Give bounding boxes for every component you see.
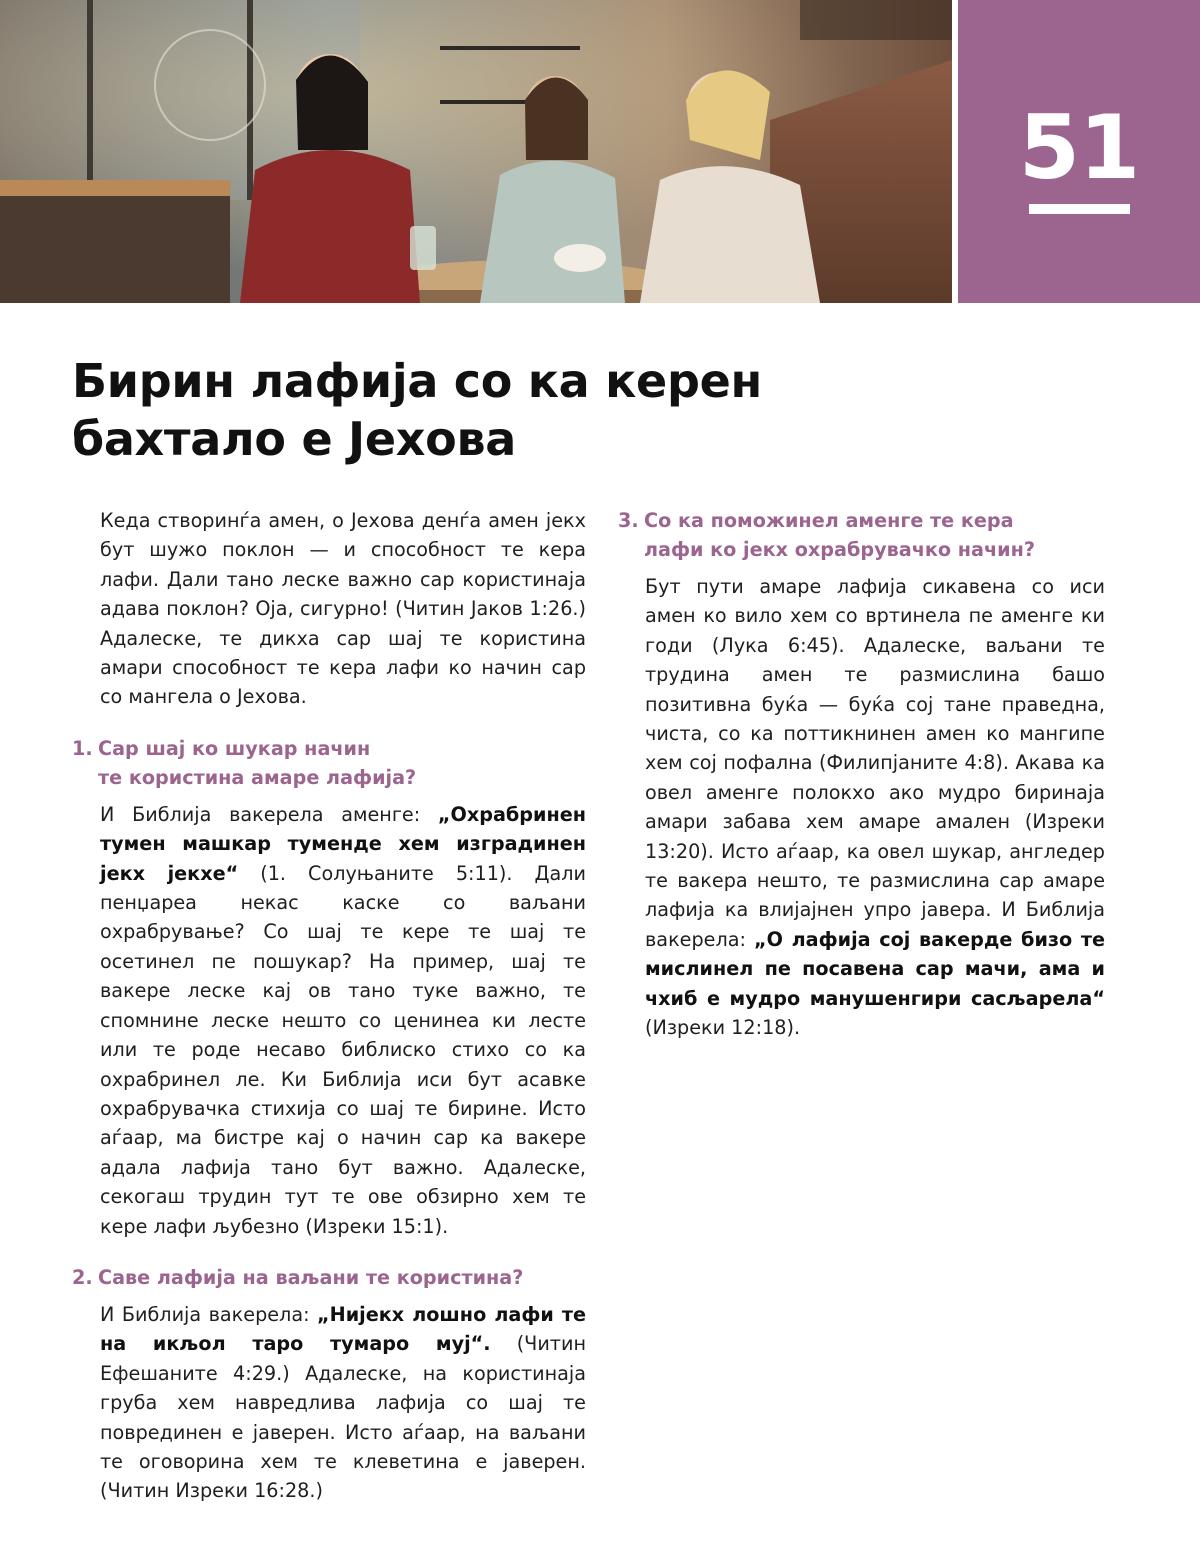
- left-column: [72, 506, 586, 1506]
- section-3-number: 3.: [618, 509, 639, 532]
- section-1-heading: [72, 734, 586, 792]
- section-2-lead: И Библија вакерела:: [100, 1302, 318, 1326]
- section-3-paragraph: [645, 572, 1105, 1043]
- title-line-1: Бирин лафија со ка керен: [72, 354, 762, 408]
- section-3-heading: [618, 506, 1105, 564]
- section-1-text: (1. Солуњаните 5:11). Дали пенџареа некас каске со ваљани охрабрување? Со шај те кере те шај те осетинел пе пошукар? На пример, шај те вакере леске кај ов тано туке важно, те спомнине леске нешто со ценинеа ки лесте или те роде несаво библиско стихо со ка охрабринел ле. Ки Библија иси бут асавке охрабрувачка стихија со шај те бирине. Исто аѓаар, ма бистре кај о начин сар ка вакере адала лафија тано бут важно. Адалеске, секогаш трудин тут те ове обзирно хем те кере лафи љубезно (Изреки 15:1).: [100, 861, 586, 1238]
- title-line-2: бахтало е Јехова: [72, 412, 516, 466]
- section-3-heading-line-1: Со ка поможинел аменге те кера: [644, 509, 1014, 532]
- section-3-text: (Изреки 12:18).: [645, 1016, 801, 1040]
- right-column: [618, 506, 1105, 1043]
- section-2-text: (Читин Ефешаните 4:29.) Адалеске, на користинаја груба хем навредлива лафија со шај те поврединен е јаверен. Исто аѓаар, на ваљани те оговорина хем те клеветина е јаверен. (Читин Изреки 16:28.): [100, 1332, 587, 1503]
- lesson-number: 51: [1018, 96, 1140, 199]
- page-title: [72, 352, 832, 468]
- section-1-number: 1.: [72, 736, 93, 760]
- section-3-heading-line-2: лафи ко јекх охрабрувачко начин?: [644, 538, 1035, 561]
- section-2-heading-line-1: Саве лафија на ваљани те користина?: [98, 1265, 524, 1289]
- section-1-quote: „Охрабринен тумен машкар туменде хем изградинен јекх јекхе“: [100, 802, 586, 885]
- section-1-heading-line-2: те користина амаре лафија?: [98, 765, 417, 789]
- hero-photo: [0, 0, 952, 303]
- section-1-paragraph: [100, 800, 586, 1241]
- section-2-number: 2.: [72, 1265, 93, 1289]
- badge-underline: [1029, 204, 1130, 214]
- section-2-heading: [72, 1263, 586, 1292]
- section-1-heading-line-1: Сар шај ко шукар начин: [98, 736, 371, 760]
- section-2-quote: „Нијекх лошно лафи те на икљол таро тумаро муј“.: [100, 1302, 586, 1356]
- section-1-lead: И Библија вакерела аменге:: [100, 802, 438, 826]
- section-3-lead: Бут пути амаре лафија сикавена со иси амен ко вило хем со вртинела пе аменге ки годи (Лука 6:45). Адалеске, ваљани те трудина амен те размислина башо позитивна буќа — буќа сој тане праведна, чиста, со ка поттикнинен амен ко мангипе хем сој пофална (Филипјаните 4:8). Акава ка овел аменге полокхо ако мудро биринаја амари забава хем амаре амален (Изреки 13:20). Исто аѓаар, ка овел шукар, англедер те вакера нешто, те размислина сар амаре лафија ка влијајнен упро јавера. И Библија вакерела:: [645, 575, 1105, 951]
- section-3-quote: „О лафија сој вакерде бизо те мислинел пе посавена сар мачи, ама и чхиб е мудро манушенгири сасљарела“: [645, 927, 1106, 1010]
- intro-paragraph: Кеда створинѓа амен, о Јехова денѓа амен јекх бут шужо поклон — и способност те кера лафи. Дали тано леске важно сар користинаја адава поклон? Оја, сигурно! (Читин Јаков 1:26.) Адалеске, те дикха сар шај те користина амари способност те кера лафи ко начин сар со мангела о Јехова.: [100, 509, 586, 709]
- lesson-number-badge: [958, 0, 1200, 303]
- section-2-paragraph: [100, 1300, 586, 1506]
